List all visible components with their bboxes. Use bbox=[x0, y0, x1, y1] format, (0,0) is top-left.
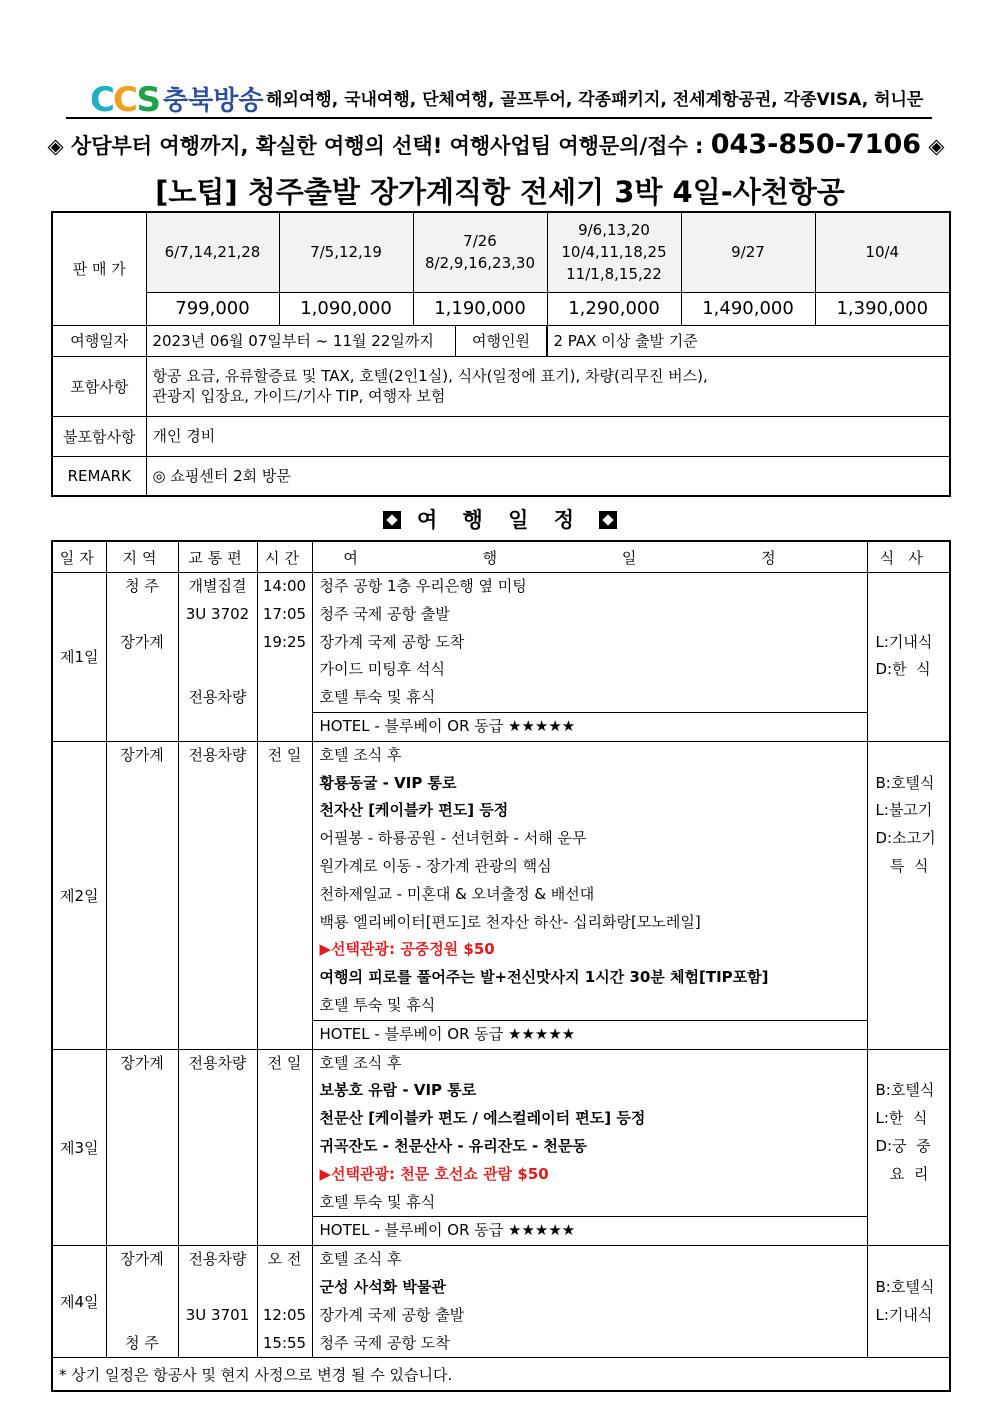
schedule-header-row bbox=[52, 541, 950, 573]
pax-label: 여행인원 bbox=[456, 326, 546, 356]
meal-item bbox=[868, 1246, 950, 1274]
meal-item bbox=[868, 742, 950, 770]
meal-cell bbox=[867, 1246, 950, 1358]
transport-text bbox=[179, 964, 257, 992]
price-values-row bbox=[52, 292, 950, 325]
region-text bbox=[107, 1077, 178, 1105]
meal-item bbox=[868, 1330, 950, 1358]
region-cell bbox=[106, 1049, 178, 1246]
time-cell bbox=[257, 573, 312, 742]
region-text bbox=[107, 1302, 178, 1330]
transport-text bbox=[179, 909, 257, 937]
price-value: 1,390,000 bbox=[815, 292, 950, 325]
meal-item bbox=[868, 1216, 950, 1244]
transport-cell bbox=[178, 1049, 257, 1246]
schedule-day-row bbox=[52, 1246, 950, 1358]
transport-text: 3U 3702 bbox=[185, 604, 250, 623]
day-label: 제3일 bbox=[52, 1049, 106, 1246]
time-cell bbox=[257, 1049, 312, 1246]
time-text bbox=[258, 1020, 312, 1048]
meal-item: 특 식 bbox=[875, 856, 929, 875]
price-dates-row bbox=[52, 212, 950, 292]
time-text bbox=[258, 936, 312, 964]
meal-item: D:소고기 bbox=[875, 829, 936, 848]
logo-mark: CCS bbox=[90, 80, 160, 120]
transport-text bbox=[179, 853, 257, 881]
col-header: 여 행 일 정 bbox=[312, 541, 867, 573]
itinerary-item: 보봉호 유람 - VIP 통로 bbox=[319, 1081, 477, 1100]
time-text bbox=[258, 1274, 312, 1302]
meal-item bbox=[868, 573, 950, 601]
meal-item: 요 리 bbox=[875, 1164, 929, 1183]
region-text bbox=[107, 684, 178, 712]
region-text bbox=[107, 1274, 178, 1302]
itinerary-item: 백룡 엘리베이터[편도]로 천자산 하산- 십리화랑[모노레일] bbox=[319, 912, 701, 931]
itinerary-item: 청주 국제 공항 도착 bbox=[319, 1333, 450, 1352]
region-cell bbox=[106, 1246, 178, 1358]
time-text bbox=[258, 909, 312, 937]
price-value: 799,000 bbox=[146, 292, 279, 325]
time-text bbox=[258, 964, 312, 992]
transport-text bbox=[179, 992, 257, 1020]
region-text: 청 주 bbox=[125, 577, 159, 595]
price-value: 1,090,000 bbox=[279, 292, 413, 325]
meal-item: L:불고기 bbox=[875, 801, 933, 820]
col-header: 일자 bbox=[52, 541, 106, 573]
time-text bbox=[258, 825, 312, 853]
time-text bbox=[258, 712, 312, 740]
region-text: 장가계 bbox=[120, 745, 164, 764]
itinerary-item: 청주 국제 공항 출발 bbox=[319, 604, 450, 623]
meal-item: L:기내식 bbox=[875, 1305, 933, 1324]
transport-text: 전용차량 bbox=[188, 745, 247, 764]
region-text: 청 주 bbox=[125, 1333, 159, 1352]
meal-item bbox=[868, 712, 950, 740]
transport-text: 개별집결 bbox=[188, 577, 247, 595]
price-date: 10/4 bbox=[815, 212, 950, 292]
region-text bbox=[107, 1133, 178, 1161]
meal-item: L:한 식 bbox=[875, 1109, 928, 1128]
region-text bbox=[107, 712, 178, 740]
meal-item: B:호텔식 bbox=[875, 1277, 935, 1296]
region-text bbox=[107, 1216, 178, 1244]
time-text: 오 전 bbox=[267, 1250, 302, 1269]
travel-date-label: 여행일자 bbox=[52, 325, 146, 356]
price-date: 9/27 bbox=[681, 212, 815, 292]
remark-row bbox=[52, 456, 950, 496]
time-text: 17:05 bbox=[262, 604, 307, 623]
transport-cell bbox=[178, 741, 257, 1049]
col-header: 교통편 bbox=[178, 541, 257, 573]
time-text bbox=[258, 1161, 312, 1189]
travel-date-cell bbox=[146, 325, 547, 356]
time-cell bbox=[257, 1246, 312, 1358]
transport-text: 전용차량 bbox=[188, 1250, 247, 1269]
price-date: 9/6,13,20 10/4,11,18,25 11/1,8,15,22 bbox=[547, 212, 681, 292]
transport-text bbox=[179, 797, 257, 825]
region-text bbox=[107, 881, 178, 909]
region-text bbox=[107, 1189, 178, 1217]
meal-item bbox=[868, 601, 950, 629]
price-value: 1,190,000 bbox=[413, 292, 547, 325]
schedule-day-row bbox=[52, 1049, 950, 1246]
region-text: 장가계 bbox=[120, 632, 164, 651]
region-text bbox=[107, 770, 178, 798]
itinerary-item: 원가계로 이동 - 장가계 관광의 핵심 bbox=[319, 856, 552, 875]
itinerary-item: 호텔 조식 후 bbox=[319, 745, 402, 764]
region-text bbox=[107, 601, 178, 629]
optional-tour: ▶선택관광: 천문 호선쇼 관람 $50 bbox=[319, 1164, 549, 1183]
included-text: 항공 요금, 유류할증료 및 TAX, 호텔(2인1실), 식사(일정에 표기), 차량(리무진 버스), 관광지 입장요, 가이드/기사 TIP, 여행자 보험 bbox=[146, 356, 950, 416]
included-label: 포함사항 bbox=[52, 356, 146, 416]
itinerary-item: 가이드 미팅후 석식 bbox=[319, 660, 445, 679]
transport-text bbox=[179, 1161, 257, 1189]
meal-cell bbox=[867, 573, 950, 742]
region-text bbox=[107, 825, 178, 853]
travel-date-row bbox=[52, 325, 950, 356]
transport-text bbox=[179, 1077, 257, 1105]
remark-text: ◎ 쇼핑센터 2회 방문 bbox=[146, 456, 950, 496]
itinerary-item: 천자산 [케이블카 편도] 등정 bbox=[319, 801, 509, 820]
footnote-row bbox=[52, 1358, 950, 1392]
itinerary-cell bbox=[312, 1246, 867, 1358]
meal-item bbox=[868, 909, 950, 937]
time-text: 15:55 bbox=[262, 1333, 307, 1352]
price-date: 7/5,12,19 bbox=[279, 212, 413, 292]
meal-item bbox=[868, 964, 950, 992]
optional-tour: ▶선택관광: 공중정원 $50 bbox=[319, 940, 495, 959]
contact-line: ◈ 상담부터 여행까지, 확실한 여행의 선택! 여행사업팀 여행문의/접수 : 043-850-7106 ◈ bbox=[47, 129, 945, 160]
page-title: [노팁] 청주출발 장가계직항 전세기 3박 4일-사천항공 bbox=[155, 175, 845, 209]
meal-item: L:기내식 bbox=[875, 632, 933, 651]
excluded-text: 개인 경비 bbox=[146, 416, 950, 456]
time-text: 전 일 bbox=[267, 1053, 302, 1072]
transport-text bbox=[179, 1330, 257, 1358]
region-text bbox=[107, 964, 178, 992]
region-text bbox=[107, 909, 178, 937]
meal-cell bbox=[867, 1049, 950, 1246]
region-text: 장가계 bbox=[120, 1250, 164, 1269]
schedule-heading: 여 행 일 정 bbox=[0, 505, 992, 535]
region-text bbox=[107, 656, 178, 684]
region-text bbox=[107, 1020, 178, 1048]
meal-item: B:호텔식 bbox=[875, 1081, 935, 1100]
region-text bbox=[107, 1161, 178, 1189]
time-text bbox=[258, 1189, 312, 1217]
diamond-box-icon bbox=[383, 511, 401, 529]
meal-item bbox=[868, 1189, 950, 1217]
transport-text: 전용차량 bbox=[188, 688, 247, 707]
itinerary-item: 호텔 조식 후 bbox=[319, 1250, 402, 1269]
itinerary-item: 황룡동굴 - VIP 통로 bbox=[319, 773, 457, 792]
excluded-label: 불포함사항 bbox=[52, 416, 146, 456]
transport-text bbox=[179, 1274, 257, 1302]
region-text: 장가계 bbox=[120, 1053, 164, 1072]
meal-item bbox=[868, 992, 950, 1020]
transport-text bbox=[179, 881, 257, 909]
day-label: 제4일 bbox=[52, 1246, 106, 1358]
time-text bbox=[258, 1105, 312, 1133]
col-header: 시간 bbox=[257, 541, 312, 573]
time-text bbox=[258, 797, 312, 825]
meal-item: D:한 식 bbox=[875, 660, 931, 679]
logo-name: 충북방송 bbox=[163, 86, 264, 116]
time-text bbox=[258, 1077, 312, 1105]
schedule-day-row bbox=[52, 573, 950, 742]
meal-item bbox=[868, 936, 950, 964]
hotel-info: HOTEL - 블루베이 OR 동급 ★★★★★ bbox=[313, 1216, 867, 1245]
hotel-info: HOTEL - 블루베이 OR 동급 ★★★★★ bbox=[313, 1020, 867, 1049]
itinerary-item: 천문산 [케이블카 편도 / 에스컬레이터 편도] 등정 bbox=[319, 1109, 646, 1128]
day-label: 제1일 bbox=[52, 573, 106, 742]
region-text bbox=[107, 992, 178, 1020]
price-date: 7/26 8/2,9,16,23,30 bbox=[413, 212, 547, 292]
time-text: 19:25 bbox=[262, 632, 307, 651]
transport-text bbox=[179, 1020, 257, 1048]
region-cell bbox=[106, 741, 178, 1049]
price-label: 판 매 가 bbox=[52, 212, 146, 325]
pax-value: 2 PAX 이상 출발 기준 bbox=[547, 325, 950, 356]
travel-date: 2023년 06월 07일부터 ~ 11월 22일까지 bbox=[147, 326, 457, 356]
included-row bbox=[52, 356, 950, 416]
phone-number: 043-850-7106 bbox=[710, 129, 922, 160]
meal-item: D:궁 중 bbox=[875, 1136, 931, 1155]
tagline: 해외여행, 국내여행, 단체여행, 골프투어, 각종패키지, 전세계항공권, 각종VISA, 허니문 bbox=[266, 90, 924, 110]
itinerary-item: 호텔 조식 후 bbox=[319, 1053, 402, 1072]
time-text bbox=[258, 881, 312, 909]
itinerary-item: 귀곡잔도 - 천문산사 - 유리잔도 - 천문동 bbox=[319, 1136, 587, 1155]
transport-text: 3U 3701 bbox=[185, 1305, 250, 1324]
company-logo bbox=[90, 78, 264, 118]
footnote: * 상기 일정은 항공사 및 현지 사정으로 변경 될 수 있습니다. bbox=[52, 1358, 950, 1392]
region-text bbox=[107, 936, 178, 964]
time-text: 12:05 bbox=[262, 1305, 307, 1324]
meal-cell bbox=[867, 741, 950, 1049]
itinerary-item: 어필봉 - 하룡공원 - 선녀헌화 - 서해 운무 bbox=[319, 829, 587, 848]
remark-label: REMARK bbox=[52, 456, 146, 496]
time-text bbox=[258, 684, 312, 712]
transport-text bbox=[179, 936, 257, 964]
region-text bbox=[107, 797, 178, 825]
region-text bbox=[107, 853, 178, 881]
transport-text: 전용차량 bbox=[188, 1053, 247, 1072]
time-text bbox=[258, 656, 312, 684]
transport-text bbox=[179, 1105, 257, 1133]
meal-item bbox=[868, 684, 950, 712]
time-text bbox=[258, 770, 312, 798]
schedule-day-row bbox=[52, 741, 950, 1049]
time-text bbox=[258, 1216, 312, 1244]
transport-text bbox=[179, 1216, 257, 1244]
transport-cell bbox=[178, 1246, 257, 1358]
region-cell bbox=[106, 573, 178, 742]
meal-item bbox=[868, 881, 950, 909]
col-header: 지역 bbox=[106, 541, 178, 573]
transport-text bbox=[179, 825, 257, 853]
itinerary-cell bbox=[312, 741, 867, 1049]
itinerary-cell bbox=[312, 1049, 867, 1246]
itinerary-item: 천하제일교 - 미혼대 & 오녀출정 & 배선대 bbox=[319, 884, 595, 903]
transport-text bbox=[179, 1189, 257, 1217]
price-table bbox=[51, 211, 951, 497]
time-cell bbox=[257, 741, 312, 1049]
itinerary-item: 장가계 국제 공항 도착 bbox=[319, 632, 465, 651]
itinerary-cell bbox=[312, 573, 867, 742]
col-header: 식사 bbox=[867, 541, 950, 573]
schedule-body bbox=[52, 573, 950, 1358]
meal-item bbox=[868, 1020, 950, 1048]
meal-item bbox=[868, 1050, 950, 1078]
time-text bbox=[258, 992, 312, 1020]
itinerary-item: 호텔 투숙 및 휴식 bbox=[319, 995, 436, 1014]
itinerary-item: 청주 공항 1층 우리은행 옆 미팅 bbox=[319, 577, 527, 595]
transport-text bbox=[179, 770, 257, 798]
time-text: 전 일 bbox=[267, 745, 302, 764]
region-text bbox=[107, 1105, 178, 1133]
transport-text bbox=[179, 629, 257, 657]
price-value: 1,290,000 bbox=[547, 292, 681, 325]
time-text bbox=[258, 1133, 312, 1161]
transport-text bbox=[179, 1133, 257, 1161]
price-date: 6/7,14,21,28 bbox=[146, 212, 279, 292]
schedule-table bbox=[51, 540, 951, 1392]
itinerary-item: 군성 사석화 박물관 bbox=[319, 1277, 446, 1296]
transport-text bbox=[179, 712, 257, 740]
itinerary-item: 여행의 피로를 풀어주는 발+전신맛사지 1시간 30분 체험[TIP포함] bbox=[319, 968, 769, 987]
time-text: 14:00 bbox=[262, 577, 307, 595]
itinerary-item: 장가계 국제 공항 출발 bbox=[319, 1305, 465, 1324]
excluded-row bbox=[52, 416, 950, 456]
meal-item: B:호텔식 bbox=[875, 773, 935, 792]
header-divider bbox=[66, 117, 932, 119]
diamond-box-icon bbox=[599, 511, 617, 529]
day-label: 제2일 bbox=[52, 741, 106, 1049]
itinerary-item: 호텔 투숙 및 휴식 bbox=[319, 688, 436, 707]
price-value: 1,490,000 bbox=[681, 292, 815, 325]
transport-cell bbox=[178, 573, 257, 742]
transport-text bbox=[179, 656, 257, 684]
time-text bbox=[258, 853, 312, 881]
itinerary-item: 호텔 투숙 및 휴식 bbox=[319, 1192, 436, 1211]
hotel-info: HOTEL - 블루베이 OR 동급 ★★★★★ bbox=[313, 712, 867, 741]
